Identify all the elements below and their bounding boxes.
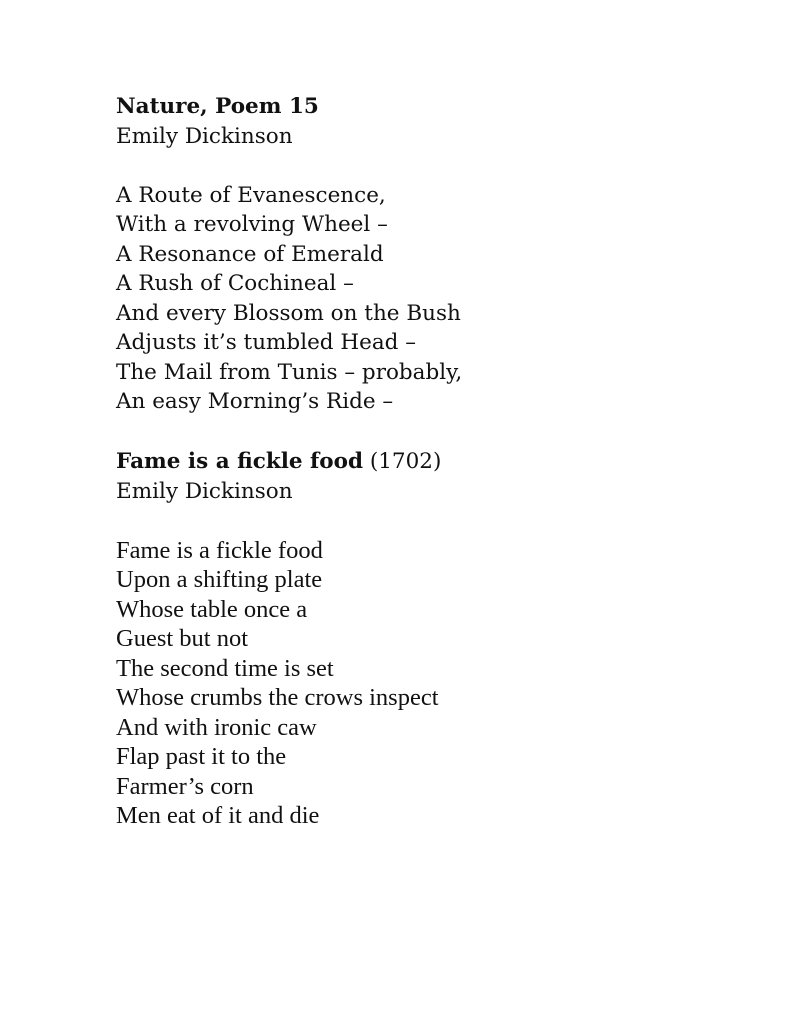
poem-line: And every Blossom on the Bush [116,300,461,326]
poem-line: Flap past it to the [116,743,287,770]
poem-line: A Rush of Cochineal – [116,271,354,296]
poem-fame-is-a-fickle-food [116,446,756,831]
stanza-gap [116,151,756,181]
poem-title: Nature, Poem 15 [116,94,319,119]
poem-line: A Route of Evanescence, [116,182,386,208]
poem-line: Whose table once a [116,595,308,623]
stanza-gap [116,506,756,536]
poem-line: The Mail from Tunis – probably, [116,359,463,385]
poem-author: Emily Dickinson [116,478,293,504]
poem-line: A Resonance of Emerald [116,241,384,267]
poem-line: And with ironic caw [116,713,317,741]
poem-line: The second time is set [116,654,334,682]
section-gap [116,417,756,447]
poem-line: Men eat of it and die [116,802,320,829]
poem-line: Adjusts it’s tumbled Head – [116,330,417,355]
poem-number: (1702) [363,449,442,474]
poem-line: Upon a shifting plate [116,566,323,593]
poem-line: Farmer’s corn [116,772,254,800]
poem-title: Fame is a fickle food [116,449,364,474]
document-page [116,92,756,831]
poem-nature-15 [116,92,756,417]
poem-title-line [116,446,756,477]
poem-line: With a revolving Wheel – [116,212,388,237]
poem-line: Fame is a fickle food [116,536,323,564]
poem-line: Whose crumbs the crows inspect [116,684,439,711]
poem-line: An easy Morning’s Ride – [116,389,394,414]
poem-line: Guest but not [116,625,249,652]
poem-author: Emily Dickinson [116,123,293,149]
